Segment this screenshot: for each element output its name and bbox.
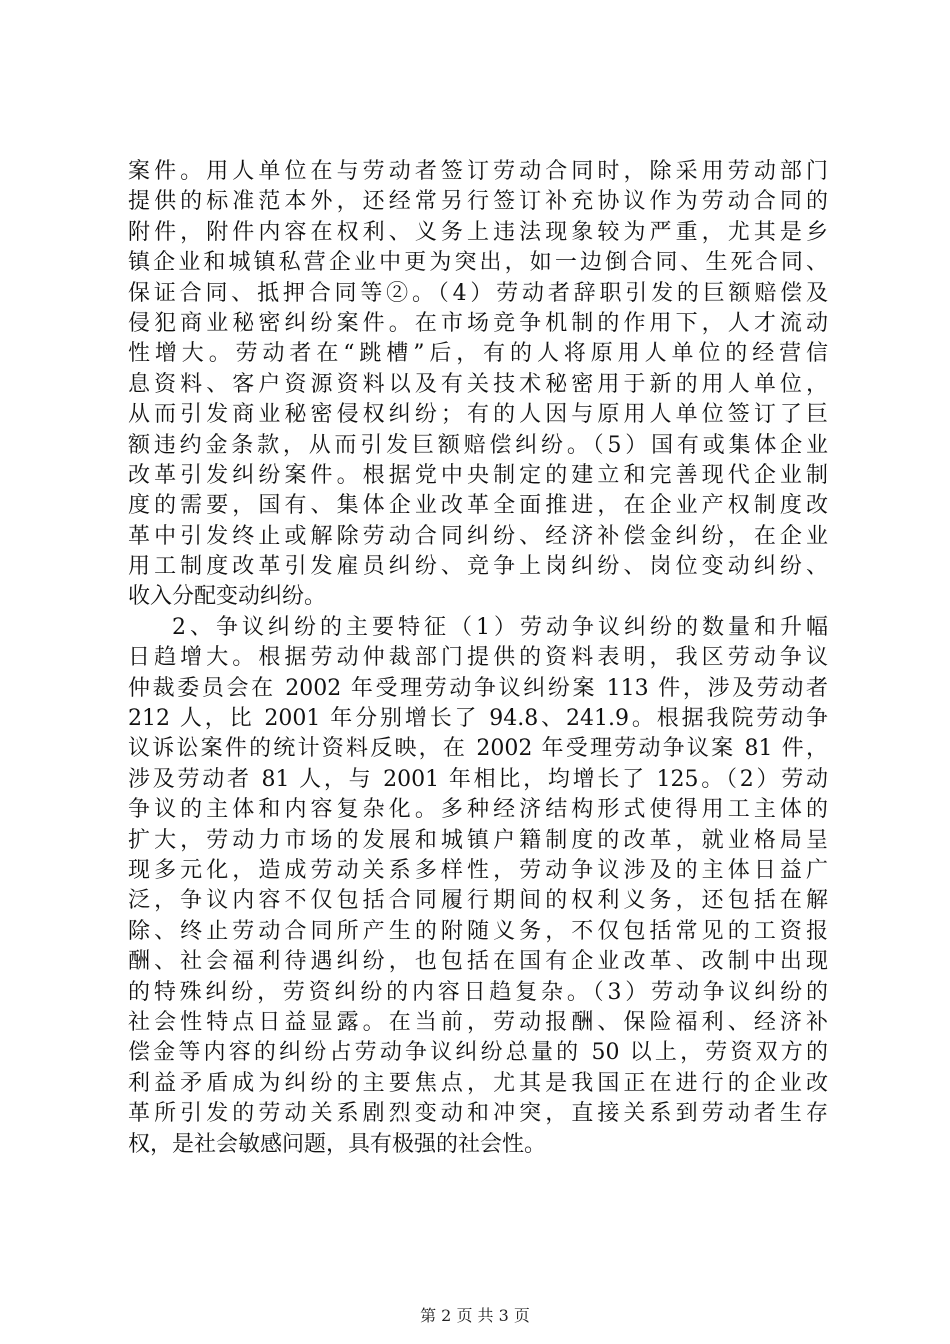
text-line: 权，是社会敏感问题，具有极强的社会性。 [128, 1131, 547, 1157]
text-line: 革中引发终止或解除劳动合同纠纷、经济补偿金纠纷，在企业 [128, 523, 828, 549]
text-line: 用工制度改革引发雇员纠纷、竞争上岗纠纷、岗位变动纠纷、 [128, 554, 828, 580]
text-line: 现多元化，造成劳动关系多样性，劳动争议涉及的主体日益广 [128, 857, 828, 883]
text-line: 收入分配变动纠纷。 [128, 584, 327, 610]
text-line: 改革引发纠纷案件。根据党中央制定的建立和完善现代企业制 [128, 462, 828, 488]
text-line: 212 人，比 2001 年分别增长了 94.8、241.9。根据我院劳动争 [128, 706, 828, 732]
text-line: 泛，争议内容不仅包括合同履行期间的权利义务，还包括在解 [128, 888, 828, 914]
text-line: 息资料、客户资源资料以及有关技术秘密用于新的用人单位， [128, 371, 828, 397]
text-line: 提供的标准范本外，还经常另行签订补充协议作为劳动合同的 [128, 189, 828, 215]
paragraph-start-line: 2、争议纠纷的主要特征（1）劳动争议纠纷的数量和升幅 [172, 614, 828, 640]
text-line: 镇企业和城镇私营企业中更为突出，如一边倒合同、生死合同、 [128, 250, 828, 276]
text-line: 革所引发的劳动关系剧烈变动和冲突，直接关系到劳动者生存 [128, 1101, 828, 1127]
text-line: 酬、社会福利待遇纠纷，也包括在国有企业改革、改制中出现 [128, 949, 828, 975]
text-line: 除、终止劳动合同所产生的附随义务，不仅包括常见的工资报 [128, 918, 828, 944]
text-line: 偿金等内容的纠纷占劳动争议纠纷总量的 50 以上，劳资双方的 [128, 1040, 828, 1066]
text-line: 议诉讼案件的统计资料反映，在 2002 年受理劳动争议案 81 件， [128, 736, 828, 762]
text-line: 额违约金条款，从而引发巨额赔偿纠纷。（5）国有或集体企业 [128, 432, 828, 458]
body-text [128, 157, 828, 1160]
text-line: 利益矛盾成为纠纷的主要焦点，尤其是我国正在进行的企业改 [128, 1070, 828, 1096]
page-footer [0, 1303, 950, 1326]
text-line: 从而引发商业秘密侵权纠纷；有的人因与原用人单位签订了巨 [128, 402, 828, 428]
text-line: 涉及劳动者 81 人，与 2001 年相比，均增长了 125。（2）劳动 [128, 766, 828, 792]
text-line: 争议的主体和内容复杂化。多种经济结构形式使得用工主体的 [128, 797, 828, 823]
text-line: 社会性特点日益显露。在当前，劳动报酬、保险福利、经济补 [128, 1009, 828, 1035]
text-line: 扩大，劳动力市场的发展和城镇户籍制度的改革，就业格局呈 [128, 827, 828, 853]
text-line: 附件，附件内容在权利、义务上违法现象较为严重，尤其是乡 [128, 219, 828, 245]
text-line: 保证合同、抵押合同等②。（4）劳动者辞职引发的巨额赔偿及 [128, 280, 828, 306]
text-line: 仲裁委员会在 2002 年受理劳动争议纠纷案 113 件，涉及劳动者 [128, 675, 828, 701]
text-line: 侵犯商业秘密纠纷案件。在市场竞争机制的作用下，人才流动 [128, 310, 828, 336]
text-line: 性增大。劳动者在“跳槽”后，有的人将原用人单位的经营信 [128, 341, 828, 367]
text-line: 的特殊纠纷，劳资纠纷的内容日趋复杂。（3）劳动争议纠纷的 [128, 979, 828, 1005]
text-line: 日趋增大。根据劳动仲裁部门提供的资料表明，我区劳动争议 [128, 645, 828, 671]
page-number-label: 第 2 页 共 3 页 [420, 1306, 530, 1325]
text-line: 案件。用人单位在与劳动者签订劳动合同时，除采用劳动部门 [128, 159, 828, 184]
text-line: 度的需要，国有、集体企业改革全面推进，在企业产权制度改 [128, 493, 828, 519]
